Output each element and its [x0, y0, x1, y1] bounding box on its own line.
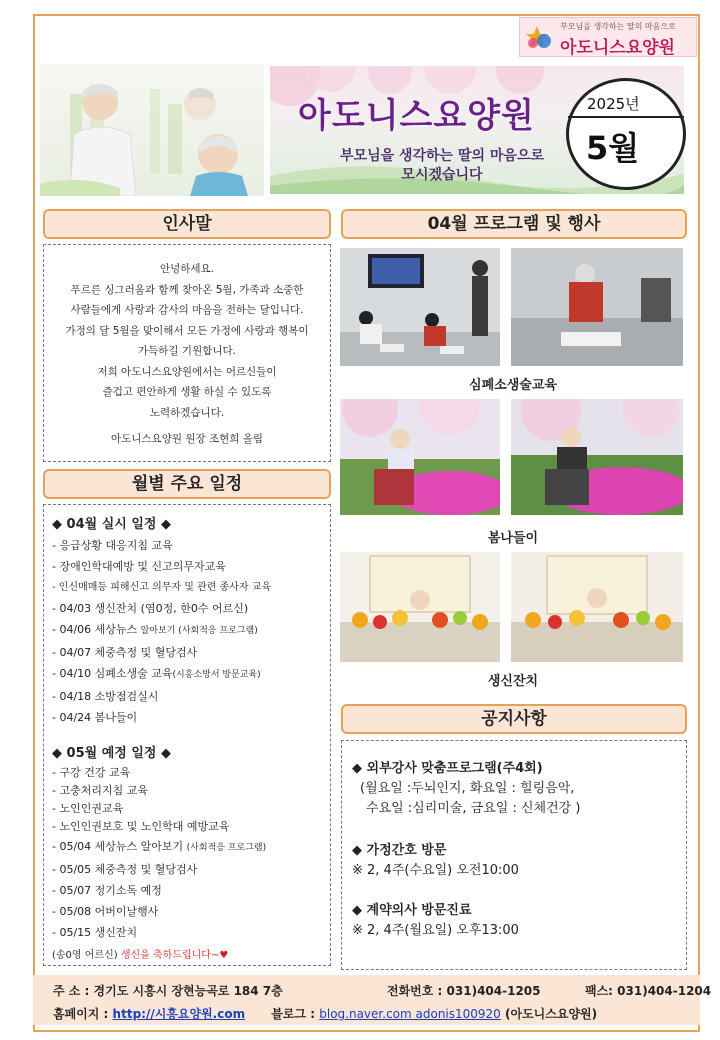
page-title: 아도니스요양원 [298, 96, 535, 136]
header-photo [40, 64, 264, 196]
homepage-link[interactable]: http://시흥요양원.com [112, 1007, 246, 1021]
list-item [52, 619, 330, 642]
greeting-line: 사람들에게 사랑과 감사의 마음을 전하는 달입니다. [70, 304, 304, 316]
greeting-line: 가득하길 기원합니다. [138, 345, 236, 357]
picnic-photo-1 [340, 399, 500, 515]
cpr-photo-2 [511, 248, 683, 366]
april-schedule-list [52, 535, 330, 728]
notice-text: ※ 2, 4주(수요일) 오전10:00 [352, 863, 519, 878]
greeting-line: 안녕하세요. [159, 263, 215, 275]
may-schedule-list [52, 764, 330, 966]
list-item: - 장애인학대예방 및 신고의무자교육 [52, 560, 226, 573]
greeting-line: 푸르른 싱그러움과 함께 찾아온 5월, 가족과 소중한 [70, 283, 304, 296]
birthday-text: 생신을 축하드립니다~ [120, 950, 220, 961]
list-item: - 인신매매등 피해신고 의무자 및 관련 종사자 교육 [52, 582, 272, 593]
list-item: - 05/05 체중측정 및 혈당검사 [52, 863, 198, 876]
fax-label: 팩스: [585, 984, 613, 998]
greeting-line: 가정의 달 5월을 맞이해서 모든 가정에 사랑과 행복이 [65, 324, 309, 337]
blog-suffix: (아도니스요양원) [505, 1007, 598, 1021]
greeting-heading: 인사말 [43, 209, 331, 239]
list-item: - 05/15 생신잔치 [52, 926, 138, 939]
footer [33, 975, 712, 1025]
birthday-photo-2 [511, 552, 683, 662]
schedule-box [43, 504, 331, 966]
birthday-celebration-image [511, 552, 683, 662]
notice-title: ◆ 가정간호 방문 [352, 843, 447, 858]
star-logo-icon [524, 24, 554, 52]
notice-text: (월요일 :두뇌인지, 화요일 : 힐링음악, [360, 781, 575, 796]
logo-tagline: 부모님을 생각하는 딸의 마음으로 [560, 22, 676, 31]
list-item: - 04/03 생신잔치 (염0정, 한0수 어르신) [52, 602, 249, 615]
list-item: - 구강 건강 교육 [52, 766, 131, 779]
subtitle-line-2: 모시겠습니다 [401, 167, 483, 183]
fax-value: 031)404-1204 [617, 984, 712, 998]
picnic-caption: 봄나들이 [487, 531, 539, 546]
elderly-couple-image [40, 64, 264, 196]
notice-text: ※ 2, 4주(월요일) 오후13:00 [352, 923, 519, 938]
list-item-note: (시흥소방서 방문교육) [172, 670, 261, 680]
birthday-person: (송0영 어르신) [52, 950, 121, 961]
schedule-heading: 월별 주요 일정 [43, 469, 331, 499]
list-item: - 04/24 봄나들이 [52, 711, 138, 724]
phone-value: 031)404-1205 [446, 984, 541, 998]
cpr-caption: 심폐소생술교육 [469, 378, 557, 393]
greeting-signature: 아도니스요양원 원장 조현희 올림 [110, 433, 263, 445]
greeting-line: 즐겁고 편안하게 생활 하실 수 있도록 [102, 386, 272, 398]
list-item: - 05/07 정기소독 예정 [52, 884, 162, 897]
footer-web-row [53, 1005, 597, 1022]
list-item: - 고충처리지침 교육 [52, 784, 148, 797]
cpr-training-image [340, 248, 500, 366]
list-item: - 04/18 소방점검실시 [52, 690, 159, 703]
list-item-text: - 04/06 세상뉴스 [52, 623, 141, 636]
logo-name: 아도니스요양원 [560, 38, 675, 58]
birthday-message [52, 945, 330, 966]
cpr-photo-1 [340, 248, 500, 366]
issue-month: 5월 [586, 129, 640, 167]
greeting-line: 저희 아도니스요양원에서는 어르신들이 [97, 365, 277, 378]
list-item: - 노인인권보호 및 노인학대 예방교육 [52, 820, 230, 833]
homepage-label: 홈페이지 : [53, 1007, 109, 1021]
list-item-note: (사회적응 프로그램) [186, 843, 267, 853]
list-item: - 노인인권교육 [52, 802, 124, 815]
footer-fax-row [585, 982, 711, 999]
list-item-text: - 05/04 세상뉴스 알아보기 [52, 840, 187, 853]
list-item [52, 663, 330, 686]
greeting-line: 노력하겠습니다. [149, 406, 225, 419]
subtitle-line-1: 부모님을 생각하는 딸의 마음으로 [340, 148, 544, 164]
program-heading: 04월 프로그램 및 행사 [341, 209, 687, 239]
notice-box [341, 740, 687, 970]
notice-title: ◆ 계약의사 방문진료 [352, 903, 472, 918]
spring-outing-image [511, 399, 683, 515]
list-item [52, 836, 330, 859]
birthday-photo-1 [340, 552, 500, 662]
list-item: - 05/08 어버이날행사 [52, 905, 159, 918]
list-item-text: - 04/10 심폐소생술 교육 [52, 667, 173, 680]
footer-phone-row [387, 982, 541, 999]
address-label: 주 소 : [53, 984, 90, 998]
blog-link[interactable]: blog.naver.com adonis100920 [319, 1007, 501, 1021]
greeting-box [43, 244, 331, 462]
picnic-photo-2 [511, 399, 683, 515]
birthday-party-image [340, 552, 500, 662]
heart-icon: ♥ [219, 950, 229, 961]
issue-year: 2025년 [587, 95, 640, 113]
phone-label: 전화번호 : [387, 984, 443, 998]
cpr-practice-image [511, 248, 683, 366]
footer-address-row [53, 982, 283, 999]
notice-title: ◆ 외부강사 맞춤프로그램(주4회) [352, 761, 543, 776]
blog-label: 블로그 : [271, 1007, 316, 1021]
may-schedule-heading: ◆ 05월 예정 일정 ◆ [52, 746, 171, 761]
page-subtitle [312, 147, 572, 185]
spring-picnic-image [340, 399, 500, 515]
list-item: - 04/07 체중측정 및 혈당검사 [52, 646, 198, 659]
notice-text: 수요일 :심리미술, 금요일 : 신체건강 ) [366, 801, 581, 816]
address-value: 경기도 시흥시 장현능곡로 184 7층 [93, 984, 283, 998]
list-item: - 응급상황 대응지침 교육 [52, 539, 173, 552]
april-schedule-heading: ◆ 04월 실시 일정 ◆ [52, 517, 171, 532]
brand-logo [519, 17, 697, 57]
notice-heading: 공지사항 [341, 704, 687, 734]
list-item-note: 알아보기 (사회적응 프로그램) [140, 626, 258, 636]
date-divider [568, 116, 684, 118]
birthday-caption: 생신잔치 [487, 674, 539, 689]
